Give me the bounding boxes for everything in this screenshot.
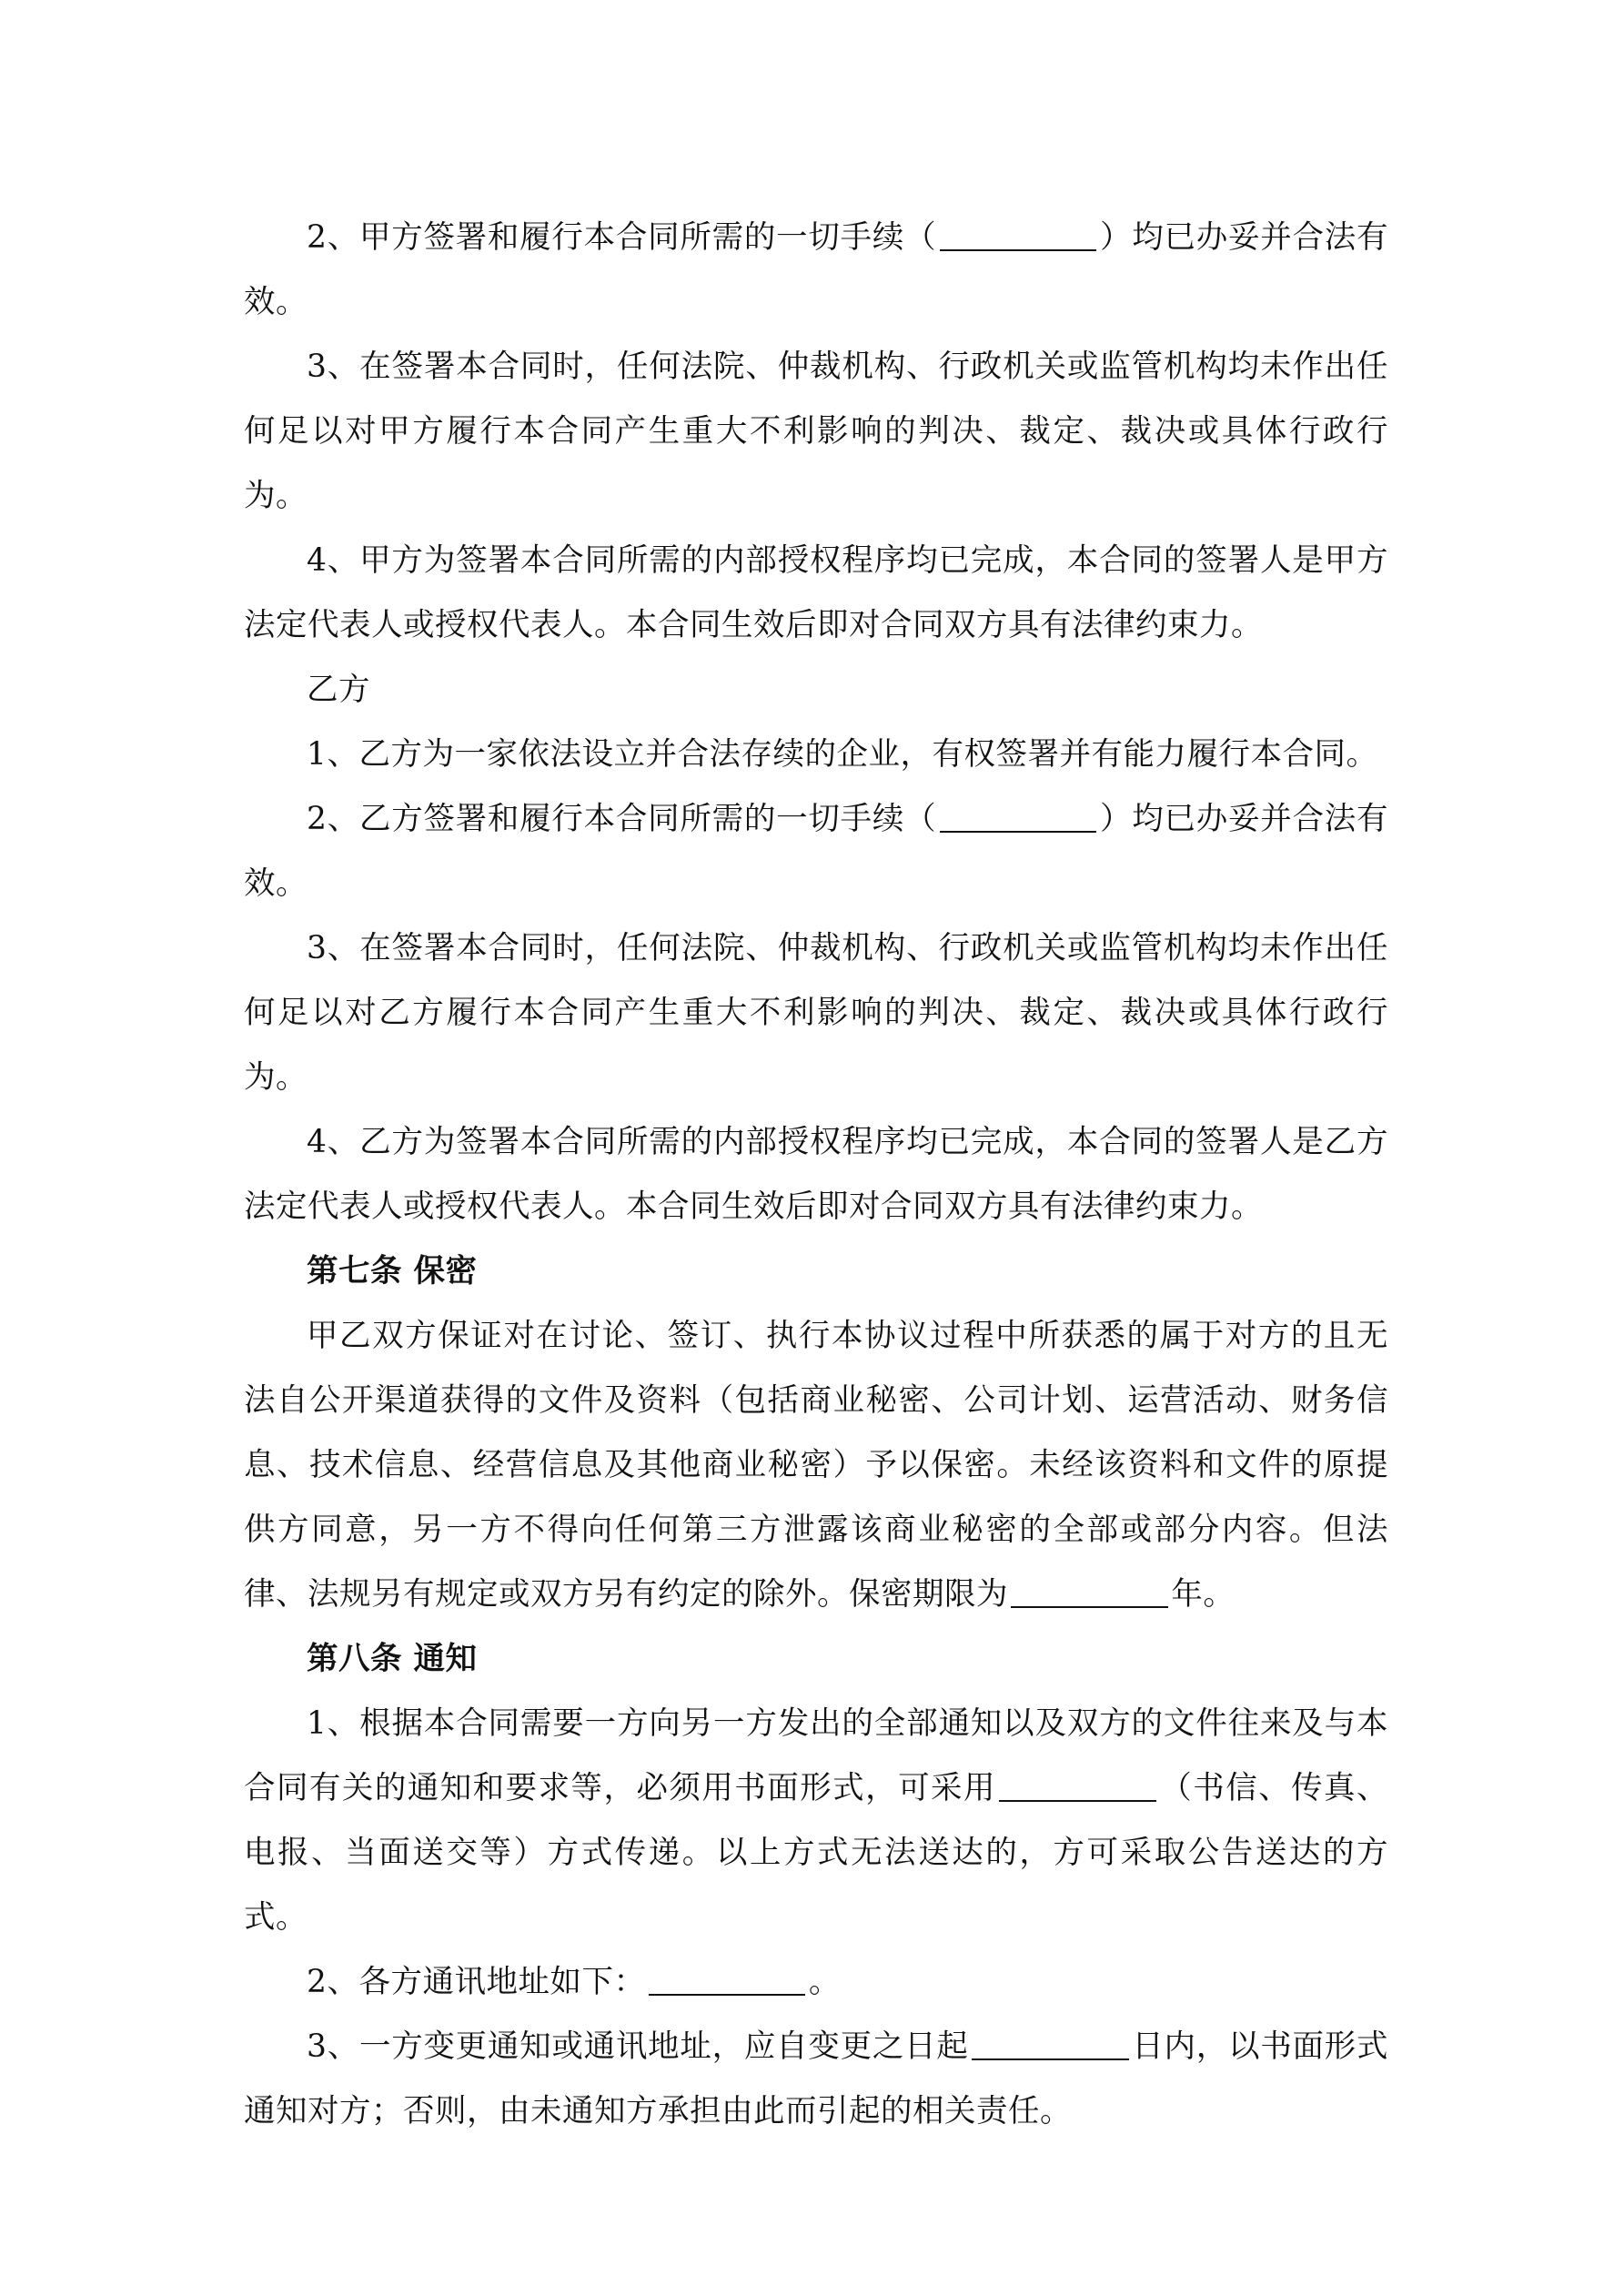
clause-party-b-2	[244, 787, 1388, 916]
clause-text: 甲乙双方保证对在讨论、签订、执行本协议过程中所获悉的属于对方的且无法自公开渠道获得的文件及资料（包括商业秘密、公司计划、运营活动、财务信息、技术信息、经营信息及其他商业秘密）予以保密。未经该资料和文件的原提供方同意，另一方不得向任何第三方泄露该商业秘密的全部或部分内容。但法律、法规另有规定或双方另有约定的除外。保密期限为	[244, 1318, 1388, 1613]
clause-party-b-4	[244, 1110, 1388, 1239]
article-8-clause-3	[244, 2015, 1388, 2144]
fill-in-blank[interactable]	[940, 801, 1097, 833]
clause-text: 2、各方通讯地址如下：	[307, 1964, 646, 2000]
clause-text: 4、乙方为签署本合同所需的内部授权程序均已完成，本合同的签署人是乙方法定代表人或授权代表人。本合同生效后即对合同双方具有法律约束力。	[244, 1124, 1388, 1225]
clause-text: （书信、传真、电报、当面送交等）方式传递。以上方式无法送达的，方可采取公告送达的方式。	[244, 1770, 1389, 1936]
article-8-heading	[244, 1627, 1388, 1692]
document-body	[244, 206, 1388, 2144]
clause-text: 3、一方变更通知或通讯地址，应自变更之日起	[307, 2028, 969, 2065]
article-8-clause-2	[244, 1950, 1388, 2015]
clause-party-b-3	[244, 916, 1388, 1110]
fill-in-blank[interactable]	[999, 1770, 1156, 1802]
article-7-confidentiality	[244, 1304, 1388, 1627]
fill-in-blank[interactable]	[972, 2028, 1129, 2060]
fill-in-blank[interactable]	[649, 1964, 806, 1996]
party-b-heading	[244, 658, 1388, 723]
clause-text: ）均已办妥并合法有效。	[244, 219, 1389, 320]
clause-text: 2、甲方签署和履行本合同所需的一切手续（	[307, 219, 937, 256]
clause-text: 乙方	[307, 672, 370, 708]
clause-text: 。	[808, 1964, 841, 2000]
clause-text: 2、乙方签署和履行本合同所需的一切手续（	[307, 801, 937, 837]
article-title: 第八条 通知	[307, 1641, 478, 1677]
clause-party-a-2	[244, 206, 1388, 335]
clause-party-b-1	[244, 723, 1388, 787]
clause-text: 1、根据本合同需要一方向另一方发出的全部通知以及双方的文件往来及与本合同有关的通知和要求等，必须用书面形式，可采用	[244, 1705, 1388, 1806]
article-8-clause-1	[244, 1692, 1388, 1950]
article-title: 第七条 保密	[307, 1253, 478, 1290]
article-7-heading	[244, 1239, 1388, 1304]
clause-party-a-4	[244, 529, 1388, 658]
clause-text: 3、在签署本合同时，任何法院、仲裁机构、行政机关或监管机构均未作出任何足以对乙方履行本合同产生重大不利影响的判决、裁定、裁决或具体行政行为。	[244, 930, 1388, 1096]
fill-in-blank[interactable]	[1011, 1576, 1168, 1608]
clause-text: 年。	[1171, 1576, 1236, 1613]
clause-party-a-3	[244, 335, 1388, 529]
clause-text: ）均已办妥并合法有效。	[244, 801, 1389, 902]
clause-text: 1、乙方为一家依法设立并合法存续的企业，有权签署并有能力履行本合同。	[307, 736, 1378, 773]
clause-text: 4、甲方为签署本合同所需的内部授权程序均已完成，本合同的签署人是甲方法定代表人或授权代表人。本合同生效后即对合同双方具有法律约束力。	[244, 542, 1388, 643]
clause-text: 3、在签署本合同时，任何法院、仲裁机构、行政机关或监管机构均未作出任何足以对甲方履行本合同产生重大不利影响的判决、裁定、裁决或具体行政行为。	[244, 349, 1388, 514]
clause-text: 日内，以书面形式通知对方；否则，由未通知方承担由此而引起的相关责任。	[244, 2028, 1389, 2129]
fill-in-blank[interactable]	[940, 219, 1097, 251]
